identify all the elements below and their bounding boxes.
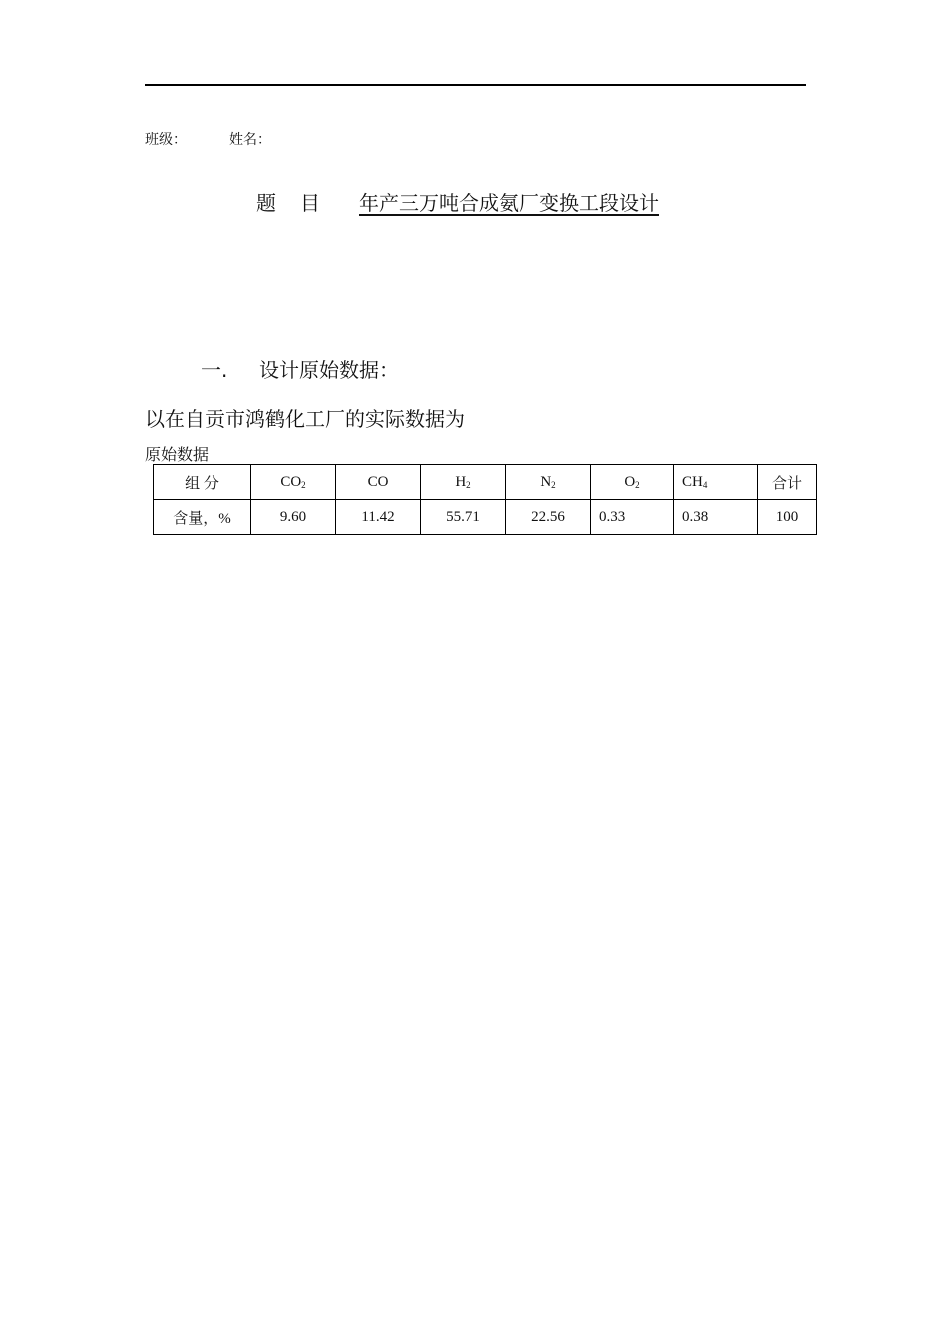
header-rule (145, 84, 806, 86)
section-number: 一. (201, 358, 228, 382)
header-cell: $CH_4$ (674, 465, 758, 500)
intro-paragraph: 以在自贡市鸿鹤化工厂的实际数据为 (145, 407, 465, 431)
header-cell: $H_2$ (421, 465, 506, 500)
header-cell: 合计 (758, 465, 817, 500)
document-title: 年产三万吨合成氨厂变换工段设计 (359, 191, 659, 215)
table-caption: 原始数据 (145, 445, 210, 464)
row-label-cell: 含量，% (154, 500, 251, 535)
header-cell: $N_2$ (506, 465, 591, 500)
header-cell: CO (336, 465, 421, 500)
header-cell: $CO_2$ (251, 465, 336, 500)
class-label: 班级： (145, 132, 187, 148)
header-cell: $O_2$ (591, 465, 674, 500)
section-heading (201, 354, 399, 383)
title-label-char-1: 题 (256, 191, 276, 215)
table-data-row (154, 500, 817, 535)
section-title: 设计原始数据： (259, 358, 399, 382)
header-label-cell: 组 分 (154, 465, 251, 500)
title-label-char-2: 目 (300, 191, 320, 215)
name-label: 姓名： (229, 132, 271, 148)
value-cell: 55.71 (421, 500, 506, 535)
value-cell: 22.56 (506, 500, 591, 535)
composition-table (153, 464, 817, 535)
value-cell: 0.38 (674, 500, 758, 535)
title-label (256, 187, 320, 216)
value-cell: 9.60 (251, 500, 336, 535)
value-cell: 0.33 (591, 500, 674, 535)
table-header-row (154, 465, 817, 500)
value-cell: 100 (758, 500, 817, 535)
value-cell: 11.42 (336, 500, 421, 535)
